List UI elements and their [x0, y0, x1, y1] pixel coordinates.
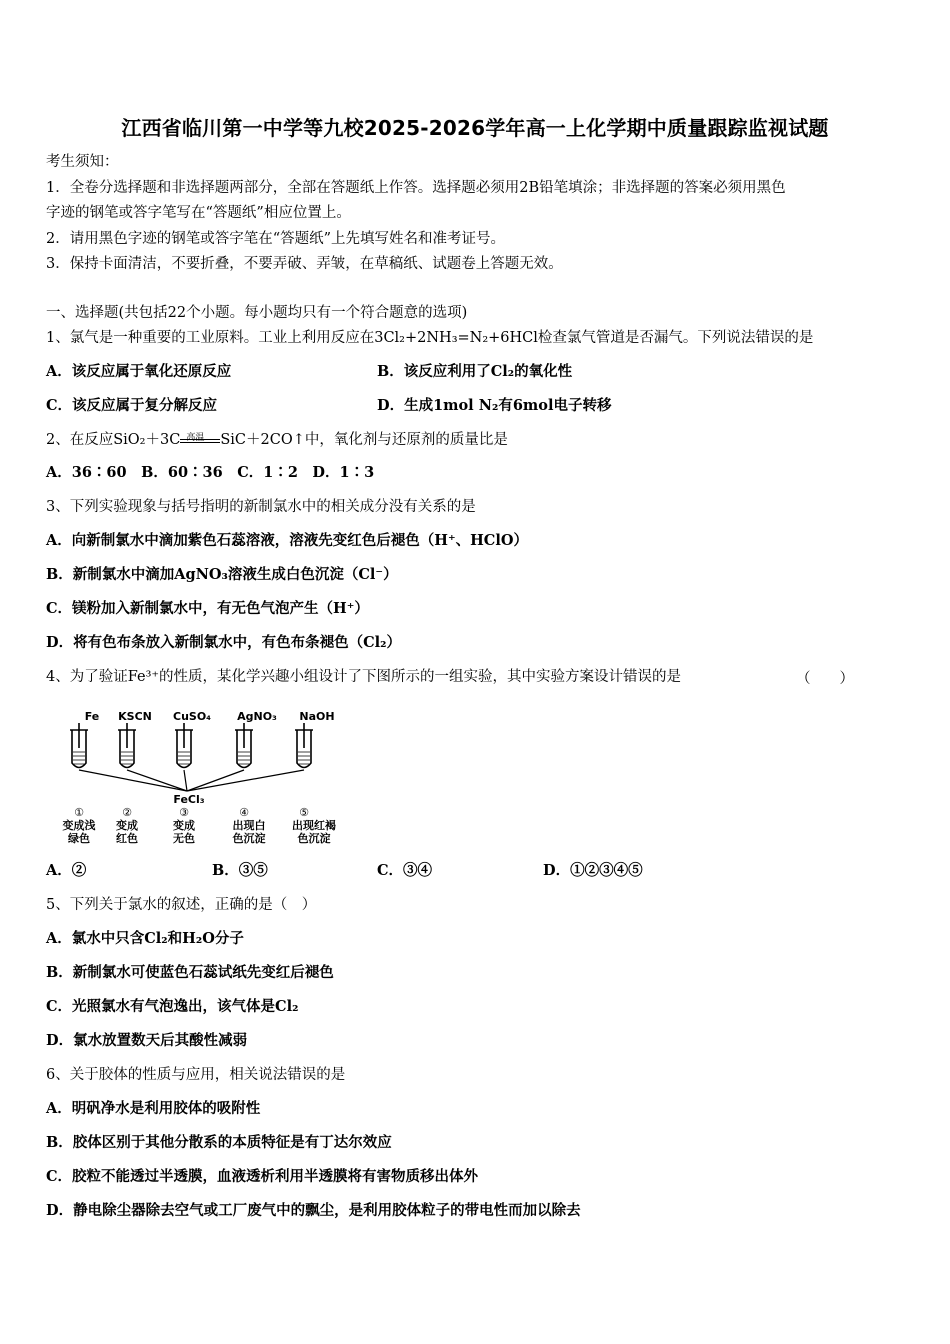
test-tube	[175, 723, 193, 768]
q4-stem: 4、为了验证Fe³⁺的性质，某化学兴趣小组设计了下图所示的一组实验，其中实验方案设计错误的是	[46, 669, 682, 685]
tube-number: ⑤	[299, 806, 309, 819]
test-tube	[118, 723, 136, 768]
tube-number: ③	[179, 806, 189, 819]
reagent-label: Fe	[84, 710, 100, 723]
q1-option-c: C．该反应属于复分解反应	[46, 397, 218, 414]
result-label: 绿色	[68, 832, 90, 845]
result-label: 变成浅	[62, 819, 96, 832]
result-label: 无色	[173, 832, 195, 845]
test-tube	[235, 723, 253, 768]
reagent-label: CuSO₄	[173, 710, 211, 723]
q3-option-b: B．新制氯水中滴加AgNO₃溶液生成白色沉淀（Cl⁻）	[46, 566, 398, 583]
reaction-arrow	[180, 430, 220, 450]
q1-option-b: B．该反应利用了Cl₂的氧化性	[377, 363, 573, 380]
q6-option-d: D．静电除尘器除去空气或工厂废气中的飘尘，是利用胶体粒子的带电性而加以除去	[46, 1202, 581, 1219]
q2-stem-post: SiC＋2CO↑中，氧化剂与还原剂的质量比是	[220, 432, 508, 448]
notice-heading: 考生须知：	[46, 154, 119, 170]
q6-stem: 6、关于胶体的性质与应用，相关说法错误的是	[46, 1067, 346, 1083]
result-label: 色沉淀	[232, 832, 266, 845]
q2-stem-pre: 2、在反应SiO₂＋3C	[46, 432, 181, 448]
result-label: 变成	[173, 819, 195, 832]
reagent-label: AgNO₃	[237, 710, 277, 723]
page-title: 江西省临川第一中学等九校2025-2026学年高一上化学期中质量跟踪监视试题	[121, 116, 829, 140]
test-tube	[295, 723, 313, 768]
q1-option-a: A．该反应属于氧化还原反应	[46, 363, 232, 380]
result-label: 红色	[116, 832, 138, 845]
q4-option-b: B．③⑤	[212, 862, 268, 879]
q3-option-c: C．镁粉加入新制氯水中，有无色气泡产生（H⁺）	[46, 600, 369, 617]
q6-option-c: C．胶粒不能透过半透膜，血液透析利用半透膜将有害物质移出体外	[46, 1168, 479, 1185]
notice-item-2: 2．请用黑色字迹的钢笔或答字笔在“答题纸”上先填写姓名和准考证号。	[46, 231, 506, 247]
q5-option-c: C．光照氯水有气泡逸出，该气体是Cl₂	[46, 998, 299, 1015]
q5-stem: 5、下列关于氯水的叙述，正确的是（ ）	[46, 897, 317, 913]
notice-item-1a: 1．全卷分选择题和非选择题两部分，全部在答题纸上作答。选择题必须用2B铅笔填涂；非选择题的答案必须用黑色	[46, 180, 786, 196]
tube-number: ②	[122, 806, 132, 819]
experiment-figure	[52, 708, 352, 848]
center-reagent-label: FeCl₃	[173, 793, 205, 806]
q5-option-b: B．新制氯水可使蓝色石蕊试纸先变红后褪色	[46, 964, 334, 981]
notice-item-1b: 字迹的钢笔或答字笔写在“答题纸”相应位置上。	[46, 205, 351, 221]
notice-item-3: 3．保持卡面清洁，不要折叠，不要弄破、弄皱，在草稿纸、试题卷上答题无效。	[46, 256, 563, 272]
q4-option-d: D．①②③④⑤	[543, 862, 643, 879]
result-label: 变成	[116, 819, 138, 832]
q2-stem	[46, 430, 508, 450]
reagent-label: KSCN	[118, 710, 152, 723]
reaction-condition: 高温	[186, 433, 205, 443]
q3-option-d: D．将有色布条放入新制氯水中，有色布条褪色（Cl₂）	[46, 634, 401, 651]
section-heading: 一、选择题(共包括22个小题。每小题均只有一个符合题意的选项)	[46, 305, 468, 321]
tube-number: ①	[74, 806, 84, 819]
tube-number: ④	[239, 806, 249, 819]
q5-option-a: A．氯水中只含Cl₂和H₂O分子	[46, 930, 244, 947]
q2-options: A．36∶60 B．60∶36 C．1∶2 D．1∶3	[46, 464, 375, 481]
q1-option-d: D．生成1mol N₂有6mol电子转移	[377, 397, 612, 414]
q4-option-c: C．③④	[377, 862, 433, 879]
test-tube	[70, 723, 88, 768]
q3-stem: 3、下列实验现象与括号指明的新制氯水中的相关成分没有关系的是	[46, 499, 476, 515]
result-label: 出现白	[232, 819, 266, 832]
q1-stem: 1、氯气是一种重要的工业原料。工业上利用反应在3Cl₂+2NH₃=N₂+6HCl检查氯气管道是否漏气。下列说法错误的是	[46, 330, 814, 346]
q6-option-a: A．明矾净水是利用胶体的吸附性	[46, 1100, 261, 1117]
q3-option-a: A．向新制氯水中滴加紫色石蕊溶液，溶液先变红色后褪色（H⁺、HClO）	[46, 532, 528, 549]
result-label: 出现红褐	[292, 819, 336, 832]
q5-option-d: D．氯水放置数天后其酸性减弱	[46, 1032, 248, 1049]
reagent-label: NaOH	[299, 710, 335, 723]
q6-option-b: B．胶体区别于其他分散系的本质特征是有丁达尔效应	[46, 1134, 392, 1151]
result-label: 色沉淀	[297, 832, 331, 845]
q4-answer-paren: （ ）	[796, 671, 854, 687]
q4-option-a: A．②	[46, 862, 87, 879]
